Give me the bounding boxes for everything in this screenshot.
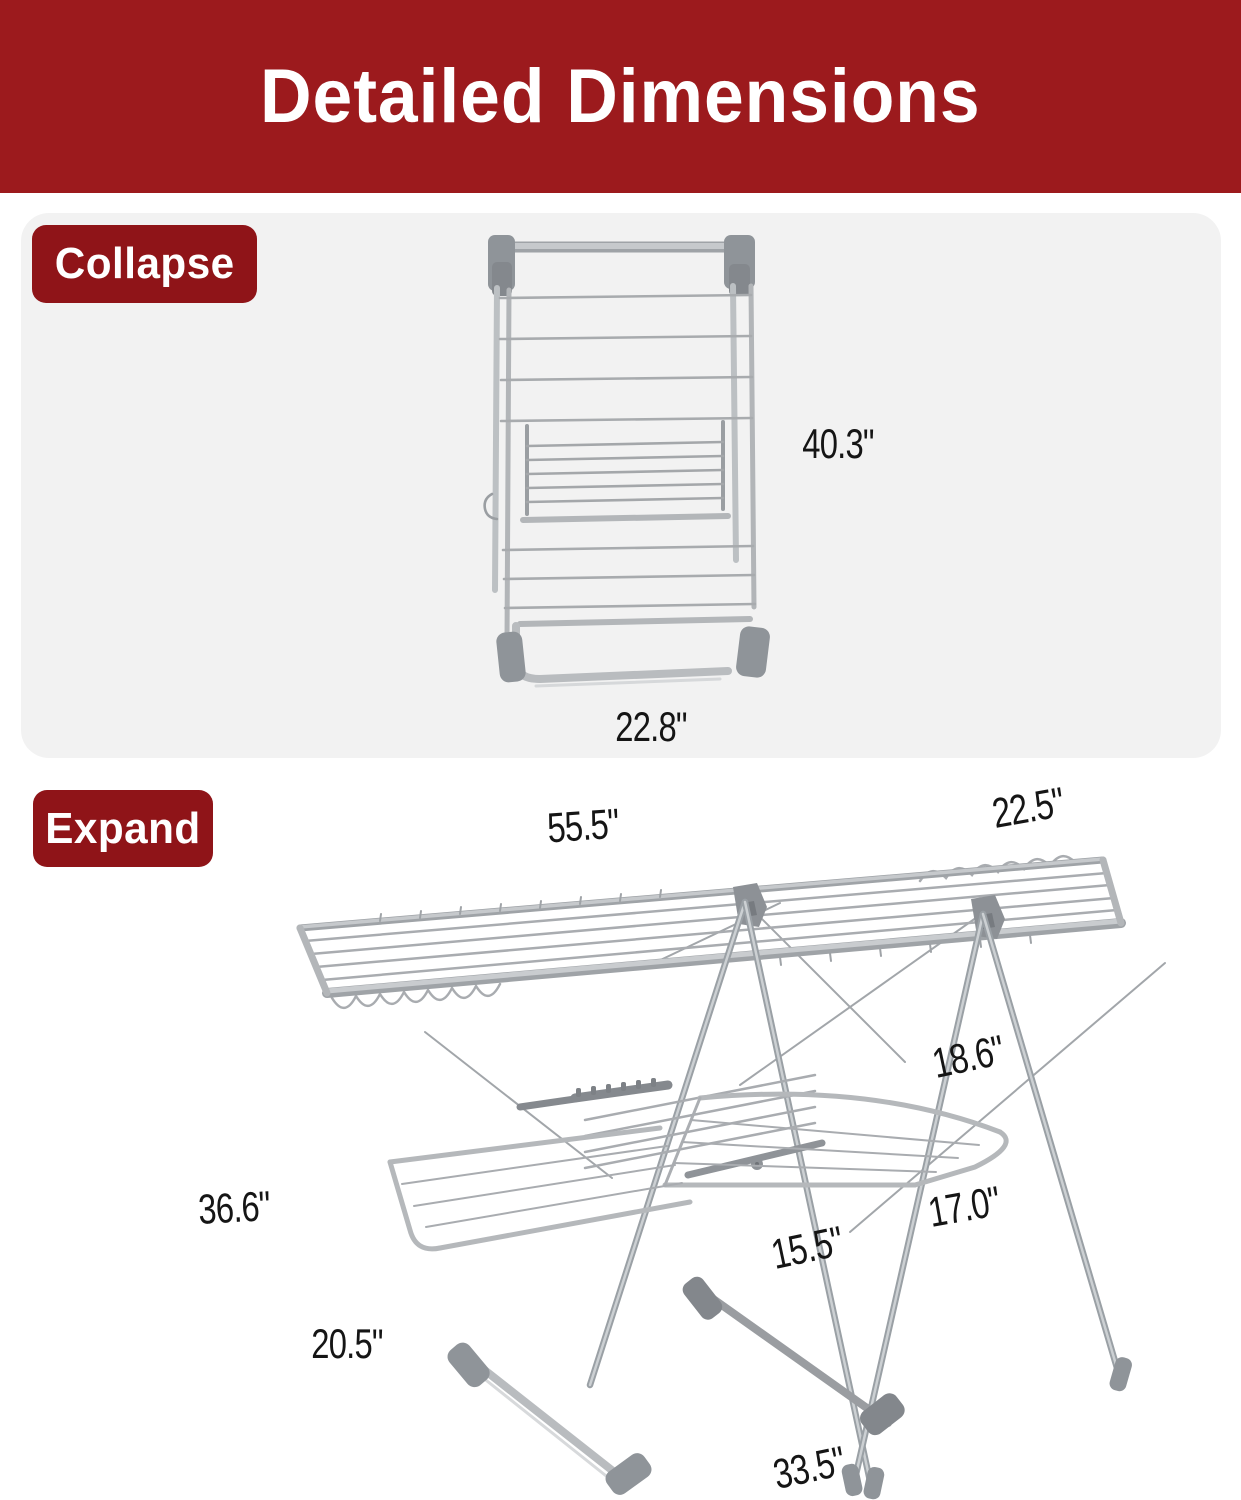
dimension-label-inner-frame-width: 15.5" — [767, 1217, 847, 1278]
collapse-badge — [32, 225, 257, 303]
collapsed-rack-frame — [485, 235, 771, 686]
page-title: Detailed Dimensions — [260, 54, 981, 139]
dimension-label-top-width: 55.5" — [545, 799, 621, 852]
dimension-label-shelf-wing-depth: 18.6" — [928, 1026, 1008, 1087]
dimension-label-top-wing-depth: 22.5" — [988, 778, 1068, 837]
legs — [590, 902, 1122, 1495]
middle-left-wing — [390, 1128, 690, 1249]
collapse-badge-label: Collapse — [54, 239, 235, 288]
collapsed-rack-illustration — [470, 228, 800, 698]
header-banner — [0, 0, 1241, 193]
dimension-label-shelf-wing-length: 17.0" — [924, 1177, 1004, 1236]
dimension-label-collapsed-height: 40.3" — [802, 420, 874, 467]
dimension-label-base-width: 33.5" — [769, 1437, 849, 1498]
dimension-label-overall-height: 36.6" — [197, 1182, 271, 1233]
dimension-label-lower-wing-depth: 20.5" — [311, 1320, 383, 1367]
dimension-label-collapsed-width: 22.8" — [615, 703, 687, 750]
expand-badge-label: Expand — [45, 803, 201, 853]
expand-badge — [33, 790, 213, 867]
expanded-rack-frame — [300, 856, 1165, 1500]
expanded-rack-illustration — [220, 845, 1241, 1500]
